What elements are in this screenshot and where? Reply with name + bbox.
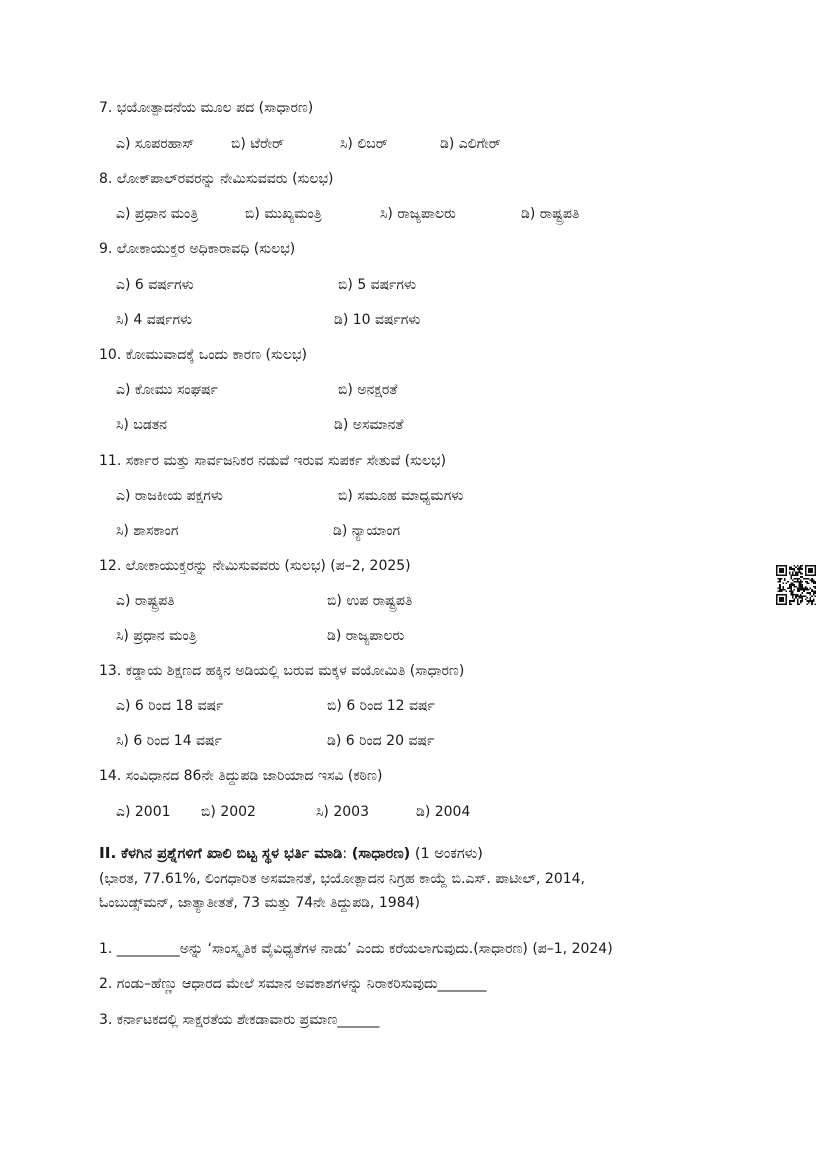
question-13-option-a: ಎ) 6 ರಿಂದ 18 ವರ್ಷ	[116, 698, 224, 714]
section-2-number: II.	[99, 844, 117, 862]
question-8-text: 8. ಲೋಕ್‌ಪಾಲ್‌ರವರನ್ನು ನೇಮಿಸುವವರು (ಸುಲಭ)	[99, 171, 334, 187]
section-2-marks: (1 ಅಂಕಗಳು)	[414, 846, 483, 862]
question-7-option-d: ಡಿ) ಎಲಿಗೇರ್	[440, 136, 501, 152]
question-7-text: 7. ಭಯೋತ್ಪಾದನೆಯ ಮೂಲ ಪದ (ಸಾಧಾರಣ)	[99, 100, 314, 116]
question-12-option-a: ಎ) ರಾಷ್ಟ್ರಪತಿ	[116, 593, 175, 609]
question-13-option-b: ಬಿ) 6 ರಿಂದ 12 ವರ್ಷ	[327, 698, 435, 714]
question-8-option-d: ಡಿ) ರಾಷ್ಟ್ರಪತಿ	[521, 206, 580, 222]
question-10-option-d: ಡಿ) ಅಸಮಾನತೆ	[334, 417, 404, 433]
qr-code	[776, 565, 816, 605]
question-14-option-d: ಡಿ) 2004	[416, 804, 471, 820]
question-14-option-b: ಬಿ) 2002	[201, 804, 256, 820]
question-13-option-c: ಸಿ) 6 ರಿಂದ 14 ವರ್ಷ	[116, 733, 222, 749]
fill-blank-item-1: 1. _________ಅನ್ನು ‘ಸಾಂಸ್ಕೃತಿಕ ವೈವಿಧ್ಯತೆಗಳ ನಾಡು’ ಎಂದು ಕರೆಯಲಾಗುವುದು.(ಸಾಧಾರಣ) (ಪ–1, 2024)	[99, 941, 613, 957]
question-13-option-d: ಡಿ) 6 ರಿಂದ 20 ವರ್ಷ	[327, 733, 435, 749]
question-11-option-d: ಡಿ) ನ್ಯಾಯಾಂಗ	[333, 523, 401, 539]
question-7-option-a: ಎ) ಸೂಪರಹಾಸ್	[116, 136, 195, 152]
question-9-option-d: ಡಿ) 10 ವರ್ಷಗಳು	[334, 312, 421, 328]
question-11-option-b: ಬಿ) ಸಮೂಹ ಮಾಧ್ಯಮಗಳು	[338, 488, 464, 504]
question-9-option-a: ಎ) 6 ವರ್ಷಗಳು	[116, 277, 194, 293]
question-9-option-b: ಬಿ) 5 ವರ್ಷಗಳು	[338, 277, 417, 293]
question-9-text: 9. ಲೋಕಾಯುಕ್ತರ ಅಧಿಕಾರಾವಧಿ (ಸುಲಭ)	[99, 241, 296, 257]
question-7-option-b: ಬಿ) ಟೆರೇರ್	[231, 136, 284, 152]
word-bank-line-1: (ಭಾರತ, 77.61%, ಲಿಂಗಧಾರಿತ ಅಸಮಾನತೆ, ಭಯೋತ್ಪಾದನ ನಿಗ್ರಹ ಕಾಯ್ದೆ ಬಿ.ಎಸ್. ಪಾಟೀಲ್, 2014,	[99, 871, 585, 887]
question-13-text: 13. ಕಡ್ಡಾಯ ಶಿಕ್ಷಣದ ಹಕ್ಕಿನ ಅಡಿಯಲ್ಲಿ ಬರುವ ಮಕ್ಕಳ ವಯೋಮಿತಿ (ಸಾಧಾರಣ)	[99, 663, 465, 679]
question-10-option-c: ಸಿ) ಬಡತನ	[116, 417, 167, 433]
question-10-text: 10. ಕೋಮುವಾದಕ್ಕೆ ಒಂದು ಕಾರಣ (ಸುಲಭ)	[99, 347, 307, 363]
fill-blank-item-2: 2. ಗಂಡು–ಹೆಣ್ಣು ಆಧಾರದ ಮೇಲೆ ಸಮಾನ ಅವಕಾಶಗಳನ್ನು ನಿರಾಕರಿಸುವುದು_______	[99, 976, 487, 992]
question-14-option-c: ಸಿ) 2003	[316, 804, 369, 820]
question-10-option-b: ಬಿ) ಅನಕ್ಷರತೆ	[338, 382, 398, 398]
question-10-option-a: ಎ) ಕೋಮು ಸಂಘರ್ಷ	[116, 382, 218, 398]
question-7-option-c: ಸಿ) ಲಿಬರ್	[340, 136, 388, 152]
question-11-option-c: ಸಿ) ಶಾಸಕಾಂಗ	[116, 523, 179, 539]
section-2-title: ಕೆಳಗಿನ ಪ್ರಶ್ನೆಗಳಿಗೆ ಖಾಲಿ ಬಿಟ್ಟ ಸ್ಥಳ ಭರ್ತಿ ಮಾಡಿ	[121, 846, 343, 862]
question-8-option-a: ಎ) ಪ್ರಧಾನ ಮಂತ್ರಿ	[116, 206, 199, 222]
section-2-level: (ಸಾಧಾರಣ)	[351, 846, 411, 862]
question-12-text: 12. ಲೋಕಾಯುಕ್ತರನ್ನು ನೇಮಿಸುವವರು (ಸುಲಭ) (ಪ–2, 2025)	[99, 558, 411, 574]
word-bank-line-2: ಓಂಬುಡ್ಸ್‌ಮನ್, ಜಾತ್ಯಾತೀತತೆ, 73 ಮತ್ತು 74ನೇ ತಿದ್ದುಪಡಿ, 1984)	[99, 895, 420, 911]
question-12-option-d: ಡಿ) ರಾಜ್ಯಪಾಲರು	[327, 628, 405, 644]
question-11-text: 11. ಸರ್ಕಾರ ಮತ್ತು ಸಾರ್ವಜನಿಕರ ನಡುವೆ ಇರುವ ಸುಪರ್ಕ ಸೇತುವೆ (ಸುಲಭ)	[99, 453, 447, 469]
question-12-option-b: ಬಿ) ಉಪ ರಾಷ್ಟ್ರಪತಿ	[327, 593, 413, 609]
question-9-option-c: ಸಿ) 4 ವರ್ಷಗಳು	[116, 312, 193, 328]
question-12-option-c: ಸಿ) ಪ್ರಧಾನ ಮಂತ್ರಿ	[116, 628, 197, 644]
question-8-option-b: ಬಿ) ಮುಖ್ಯಮಂತ್ರಿ	[245, 206, 322, 222]
question-8-option-c: ಸಿ) ರಾಜ್ಯಪಾಲರು	[380, 206, 456, 222]
fill-blank-item-3: 3. ಕರ್ನಾಟಕದಲ್ಲಿ ಸಾಕ್ಷರತೆಯ ಶೇಕಡಾವಾರು ಪ್ರಮಾಣ______	[99, 1012, 380, 1028]
section-2-colon: :	[342, 846, 348, 862]
section-2-heading	[99, 843, 483, 863]
question-14-option-a: ಎ) 2001	[116, 804, 171, 820]
question-14-text: 14. ಸಂವಿಧಾನದ 86ನೇ ತಿದ್ದುಪಡಿ ಜಾರಿಯಾದ ಇಸವಿ (ಕಠಿಣ)	[99, 768, 383, 784]
question-11-option-a: ಎ) ರಾಜಕೀಯ ಪಕ್ಷಗಳು	[116, 488, 223, 504]
